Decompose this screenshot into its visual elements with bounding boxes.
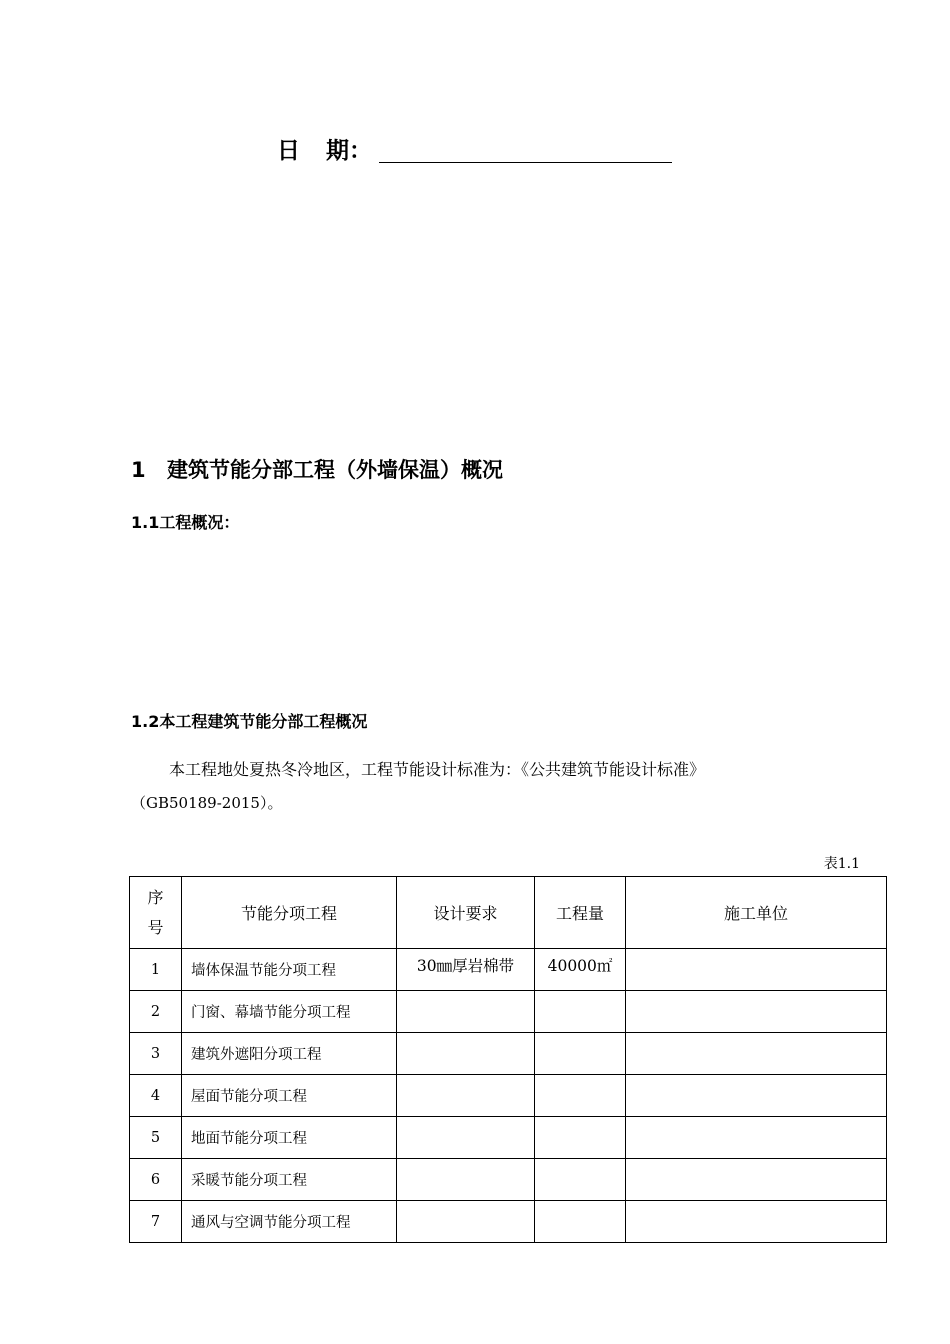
section-1-2-heading: 1.2本工程建筑节能分部工程概况: [131, 712, 368, 731]
energy-items-table: [129, 876, 887, 1243]
row-index: 3: [130, 1033, 182, 1075]
row-quantity[interactable]: [535, 1033, 626, 1075]
table-row: [130, 991, 887, 1033]
section-1-1-heading: 1.1工程概况：: [131, 513, 240, 532]
row-design-requirement[interactable]: [397, 1117, 535, 1159]
section-1-2-paragraph-line-1: 本工程地处夏热冬冷地区，工程节能设计标准为：《公共建筑节能设计标准》: [169, 760, 706, 779]
header-quantity: 工程量: [535, 877, 626, 949]
row-index: 6: [130, 1159, 182, 1201]
row-index: 1: [130, 949, 182, 991]
row-contractor[interactable]: [626, 1117, 887, 1159]
row-item-name: 通风与空调节能分项工程: [182, 1201, 397, 1243]
section-1-2-paragraph-line-2: （GB50189-2015）。: [131, 794, 283, 812]
table-row: [130, 949, 887, 991]
section-1-title: 建筑节能分部工程（外墙保温）概况: [167, 458, 503, 482]
row-quantity[interactable]: [535, 1201, 626, 1243]
row-contractor[interactable]: [626, 949, 887, 991]
row-quantity[interactable]: 40000㎡: [535, 949, 626, 991]
table-row: [130, 1117, 887, 1159]
row-contractor[interactable]: [626, 1075, 887, 1117]
row-quantity[interactable]: [535, 1075, 626, 1117]
row-contractor[interactable]: [626, 1033, 887, 1075]
row-item-name: 屋面节能分项工程: [182, 1075, 397, 1117]
table-row: [130, 1159, 887, 1201]
header-index: [130, 877, 182, 949]
row-design-requirement[interactable]: [397, 1075, 535, 1117]
section-1-number: 1: [131, 458, 146, 482]
date-label-char-2: 期：: [326, 138, 372, 164]
header-design-requirement: 设计要求: [397, 877, 535, 949]
row-design-requirement[interactable]: 30㎜厚岩棉带: [397, 949, 535, 991]
table-caption: 表1.1: [823, 856, 860, 872]
row-design-requirement[interactable]: [397, 1159, 535, 1201]
date-input-line[interactable]: [379, 162, 672, 163]
row-quantity[interactable]: [535, 1117, 626, 1159]
header-item-name: 节能分项工程: [182, 877, 397, 949]
header-index-line-2: 号: [147, 917, 164, 937]
row-contractor[interactable]: [626, 991, 887, 1033]
table-header-row: [130, 877, 887, 949]
date-label: [277, 133, 372, 169]
row-design-requirement[interactable]: [397, 1201, 535, 1243]
row-index: 5: [130, 1117, 182, 1159]
row-item-name: 地面节能分项工程: [182, 1117, 397, 1159]
row-index: 4: [130, 1075, 182, 1117]
row-item-name: 门窗、幕墙节能分项工程: [182, 991, 397, 1033]
section-1-heading: [131, 452, 503, 488]
row-index: 2: [130, 991, 182, 1033]
header-contractor: 施工单位: [626, 877, 887, 949]
row-contractor[interactable]: [626, 1201, 887, 1243]
row-item-name: 采暖节能分项工程: [182, 1159, 397, 1201]
date-label-char-1: 日: [277, 138, 300, 164]
row-item-name: 建筑外遮阳分项工程: [182, 1033, 397, 1075]
row-quantity[interactable]: [535, 1159, 626, 1201]
row-design-requirement[interactable]: [397, 991, 535, 1033]
table-row: [130, 1033, 887, 1075]
row-index: 7: [130, 1201, 182, 1243]
header-index-line-1: 序: [147, 887, 164, 907]
table-row: [130, 1075, 887, 1117]
row-contractor[interactable]: [626, 1159, 887, 1201]
table-row: [130, 1201, 887, 1243]
row-quantity[interactable]: [535, 991, 626, 1033]
row-item-name: 墙体保温节能分项工程: [182, 949, 397, 991]
row-design-requirement[interactable]: [397, 1033, 535, 1075]
